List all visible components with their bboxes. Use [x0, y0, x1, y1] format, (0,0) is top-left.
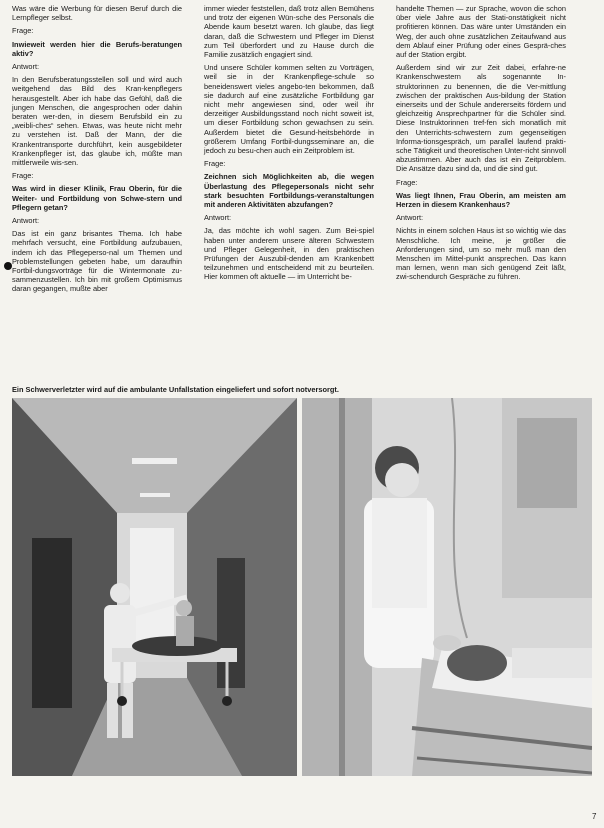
page-number: 7 — [592, 812, 597, 821]
treatment-photo-illustration — [302, 398, 592, 776]
answer-label: Antwort: — [396, 213, 424, 223]
question-label: Frage: — [12, 26, 34, 36]
photo-emergency-treatment — [302, 398, 592, 776]
answer-label: Antwort: — [12, 216, 40, 226]
answer-text: Nichts in einem solchen Haus ist so wichtig wie das Menschliche. Ich meine, je größer die Anforderungen sind, um so mehr muß man den Menschen im Mittel-punkt ansprechen. Das kann man lernen, wenn man sich genügend Zeit läßt, zwi-schendurch Gespräche zu führen. — [396, 226, 566, 282]
intro-paragraph: Was wäre die Werbung für diesen Beruf durch die Lernpfleger selbst. — [12, 4, 182, 23]
answer-text: In den Berufsberatungsstellen soll und wird auch weitgehend das Bild des Kran-kenpflegers herausgestellt. Aber ich habe das Gefühl, daß die jungen Menschen, die angesprochen oder dahin beraten wer-den, in diesem Berufsbild ein zu „weibli-ches“ sehen. Etwas, was heute nicht mehr zu verstehen ist. Daß der Mann, der die Krankentransporte durchführt, kein ausgebildeter Krankenpfleger ist, das glaube ich, müßte man mittlerweile wis-sen. — [12, 75, 182, 168]
answer-text: Ja, das möchte ich wohl sagen. Zum Bei-spiel haben unter anderem unsere älteren Schwestern und Pfleger Gelegenheit, in den praktischen Prüfungen der Auszubil-denden am Krankenbett teilzunehmen und entscheidend mit zu beurteilen. Hier kommen oft aktuelle — im Unterricht be- — [204, 226, 374, 282]
answer-label: Antwort: — [204, 213, 232, 223]
answer-text: Außerdem sind wir zur Zeit dabei, erfahre-ne Krankenschwestern als sogenannte In-struktorinnen zu benennen, die die Ver-mittlung zwischen der praktischen Aus-bildung der Station einerseits und der Schule andererseits fördern und gleichzeitig Ansprechpartner für die Schüler sind. Diese Instruktorinnen tref-fen sich monatlich mit den Unterrichts-schwestern zum gegenseitigen Informa-tionsgespräch, um parallel laufend prakti-sche Tätigkeit und theoretischen Unter-richt sinnvoll abzustimmen. Aber auch das ist ein Zeitproblem. Die Ansätze dazu sind da, und die sind gut. — [396, 63, 566, 174]
question-text: Was wird in dieser Klinik, Frau Oberin, für die Weiter- und Fortbildung von Schwe-stern und Pflegern getan? — [12, 184, 182, 212]
photo-hospital-corridor — [12, 398, 297, 776]
photo-caption: Ein Schwerverletzter wird auf die ambulante Unfallstation eingeliefert und sofort notversorgt. — [12, 385, 339, 394]
question-label: Frage: — [12, 171, 34, 181]
corridor-photo-illustration — [12, 398, 297, 776]
answer-text: immer wieder feststellen, daß trotz allen Bemühens und trotz der eigenen Wün-sche des Personals die Abende kaum besetzt waren. Ich glaube, das liegt daran, daß die Schwestern und Pfleger im Dienst zum Teil überfordert und zu Hause durch die Familie zusätzlich engagiert sind. — [204, 4, 374, 60]
answer-label: Antwort: — [12, 62, 40, 72]
question-text: Was liegt Ihnen, Frau Oberin, am meisten am Herzen in diesem Krankenhaus? — [396, 190, 566, 210]
page-margin-mark — [4, 262, 12, 270]
question-text: Inwieweit werden hier die Berufs-beratungen aktiv? — [12, 39, 182, 58]
question-label: Frage: — [204, 159, 226, 169]
answer-text: Das ist ein ganz brisantes Thema. Ich habe mehrfach versucht, eine Fortbildung aufzubauen, indem ich das Pflegeperso-nal um Themen und Problemstellungen gebeten habe, um daraufhin Fortbil-dungsvorträge für die Wintermonate zu-sammenzustellen. Ich bin mit großem Optimismus daran gegangen, mußte aber — [12, 229, 182, 294]
text-column-1 — [12, 4, 182, 298]
question-label: Frage: — [396, 177, 418, 187]
text-column-2 — [204, 4, 374, 286]
question-text: Zeichnen sich Möglichkeiten ab, die wegen Überlastung des Pflegepersonals nicht sehr stark besuchten Fortbildungs-veranstaltungen mit anderen Aktivitäten abzufangen? — [204, 172, 374, 210]
answer-text: Und unsere Schüler kommen selten zu Vorträgen, weil sie in der Krankenpflege-schule so beneidenswert vieles angebo-ten bekommen, daß sie dadurch auf eine zusätzliche Fortbildung gar nicht mehr angewiesen sind, oder weil ihr derzeitiger Ausbildungsstand noch nicht soweit ist, um dieser Fortbildung schon gewachsen zu sein. Außerdem bietet die Gesund-heitsbehörde in größerem Umfang Fortbil-dungsseminare an, die jedoch zu besu-chen auch ein Zeitproblem ist. — [204, 63, 374, 156]
text-column-3 — [396, 4, 566, 286]
answer-text: handelte Themen — zur Sprache, wovon die schon über viele Jahre aus der Stati-onstätigkeit nicht profitieren können. Das wäre unter Umständen ein Weg, der auch ohne zusätzlichen Zeitaufwand aus dem Ablauf einer Prüfung oder eines Gesprä-ches auf der Station ergibt. — [396, 4, 566, 60]
